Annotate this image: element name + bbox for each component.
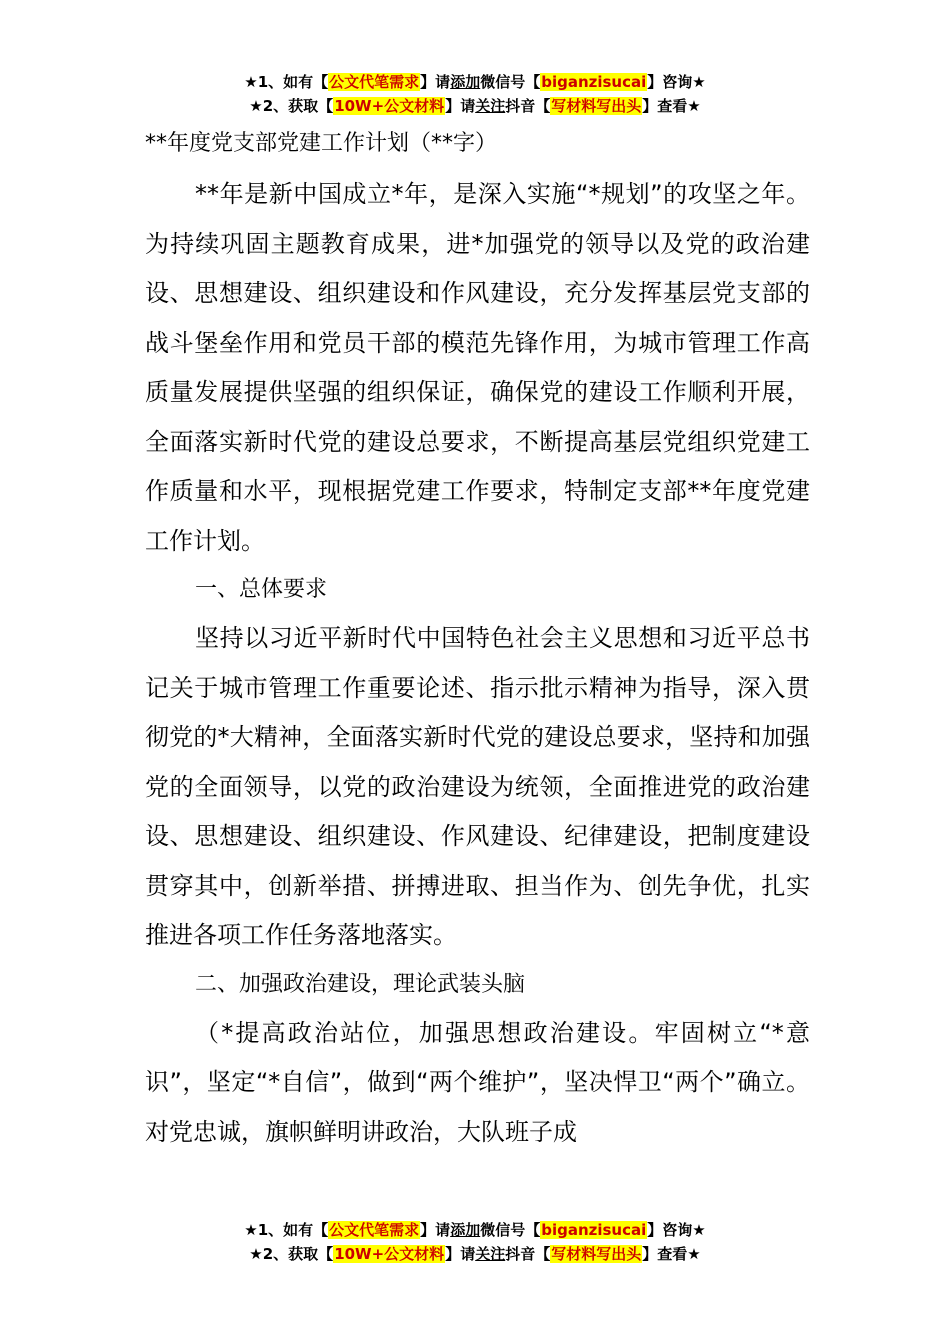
bottom-banner (0, 1218, 950, 1266)
banner-text: 抖音【 (505, 1245, 551, 1263)
banner-highlight: 写材料写出头 (551, 1245, 642, 1263)
banner-text: ★1、如有【 (244, 73, 329, 91)
banner-underlined-text: 添加 (450, 73, 481, 91)
section-1-heading: 一、总体要求 (195, 577, 328, 602)
banner-line-1 (0, 70, 950, 94)
banner-text: 微信号【 (480, 1221, 541, 1239)
banner-underlined-text: 添加 (450, 1221, 481, 1239)
banner-text: 】请 (445, 1245, 476, 1263)
banner-highlight: 公文代笔需求 (329, 73, 420, 91)
banner-highlight: 写材料写出头 (551, 97, 642, 115)
section-1-paragraph: 坚持以习近平新时代中国特色社会主义思想和习近平总书记关于城市管理工作重要论述、指示批示精神为指导，深入贯彻党的*大精神，全面落实新时代党的建设总要求，坚持和加强党的全面领导，以党的政治建设为统领，全面推进党的政治建设、思想建设、组织建设、作风建设、纪律建设，把制度建设贯穿其中，创新举措、拼搏进取、担当作为、创先争优，扎实推进各项工作任务落地落实。 (145, 624, 810, 949)
banner-text: 】请 (420, 73, 451, 91)
banner-underlined-text: 关注 (475, 1245, 506, 1263)
section-2-heading: 二、加强政治建设，理论武装头脑 (195, 971, 526, 997)
banner-text: 】查看★ (642, 1245, 701, 1263)
top-banner (0, 70, 950, 118)
banner-text: 】咨询★ (647, 73, 706, 91)
banner-highlight: biganzisucai (541, 1221, 647, 1239)
banner-highlight: biganzisucai (541, 73, 647, 91)
banner-text: ★1、如有【 (244, 1221, 329, 1239)
section-2-paragraph: （*提高政治站位，加强思想政治建设。牢固树立“*意识”，坚定“*自信”，做到“两个维护”，坚决悍卫“两个”确立。对党忠诚，旗帜鲜明讲政治，大队班子成 (145, 1018, 810, 1146)
banner-line-1 (0, 1218, 950, 1242)
intro-paragraph: **年是新中国成立*年，是深入实施“*规划”的攻坚之年。为持续巩固主题教育成果，进*加强党的领导以及党的政治建设、思想建设、组织建设和作风建设，充分发挥基层党支部的战斗堡垒作用和党员干部的模范先锋作用，为城市管理工作高质量发展提供坚强的组织保证，确保党的建设工作顺利开展，全面落实新时代党的建设总要求，不断提高基层党组织党建工作质量和水平，现根据党建工作要求，特制定支部**年度党建工作计划。 (145, 180, 810, 555)
banner-text: 抖音【 (505, 97, 551, 115)
document-title: **年度党支部党建工作计划（**字） (145, 131, 498, 156)
banner-text: 】请 (420, 1221, 451, 1239)
banner-highlight: 10W+公文材料 (334, 1245, 445, 1263)
banner-text: 】咨询★ (647, 1221, 706, 1239)
banner-highlight: 公文代笔需求 (329, 1221, 420, 1239)
banner-line-2 (0, 1242, 950, 1266)
banner-line-2 (0, 94, 950, 118)
banner-text: ★2、获取【 (249, 97, 334, 115)
banner-text: ★2、获取【 (249, 1245, 334, 1263)
banner-text: 】查看★ (642, 97, 701, 115)
banner-text: 微信号【 (480, 73, 541, 91)
banner-text: 】请 (445, 97, 476, 115)
document-body (145, 126, 810, 1157)
banner-underlined-text: 关注 (475, 97, 506, 115)
banner-highlight: 10W+公文材料 (334, 97, 445, 115)
